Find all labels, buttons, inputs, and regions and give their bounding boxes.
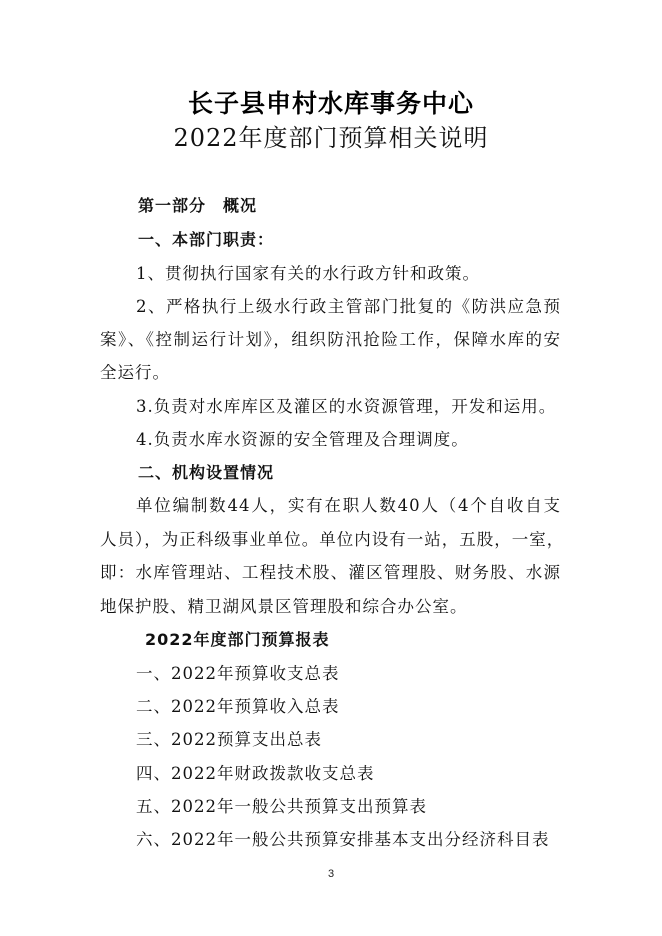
duties-heading: 一、本部门职责： (138, 230, 275, 249)
org-text-line-4: 地保护股、精卫湖风景区管理股和综合办公室。 (100, 597, 468, 616)
report-item: 四、2022年财政拨款收支总表 (136, 764, 375, 783)
report-item: 二、2022年预算收入总表 (136, 697, 340, 716)
duty-item-2-line-3: 全运行。 (100, 363, 170, 382)
report-item: 三、2022预算支出总表 (136, 730, 322, 749)
report-item: 五、2022年一般公共预算支出预算表 (136, 797, 427, 816)
duty-item-3: 3.负责对水库库区及灌区的水资源管理，开发和运用。 (136, 397, 557, 416)
duty-item-2-line-2: 案》、《控制运行计划》，组织防汛抢险工作，保障水库的安 (100, 330, 561, 349)
report-item: 一、2022年预算收支总表 (136, 664, 340, 683)
part-heading: 第一部分 概况 (138, 196, 258, 215)
org-text-line-3: 即：水库管理站、工程技术股、灌区管理股、财务股、水源 (100, 563, 561, 582)
report-item: 六、2022年一般公共预算安排基本支出分经济科目表 (136, 830, 550, 849)
page-number: 3 (327, 868, 335, 880)
document-subtitle: 2022年度部门预算相关说明 (173, 124, 489, 152)
document-title: 长子县申村水库事务中心 (187, 89, 474, 118)
reports-heading: 2022年度部门预算报表 (145, 630, 330, 649)
org-text-line-2: 人员），为正科级事业单位。单位内设有一站，五股，一室， (100, 530, 565, 549)
duty-item-2-line-1: 2、严格执行上级水行政主管部门批复的《防洪应急预 (136, 297, 561, 316)
duty-item-4: 4.负责水库水资源的安全管理及合理调度。 (136, 430, 469, 449)
duty-item-1: 1、贯彻执行国家有关的水行政方针和政策。 (136, 264, 480, 283)
org-heading: 二、机构设置情况 (138, 463, 275, 482)
org-text-line-1: 单位编制数44人，实有在职人数40人（4个自收自支 (136, 496, 561, 515)
